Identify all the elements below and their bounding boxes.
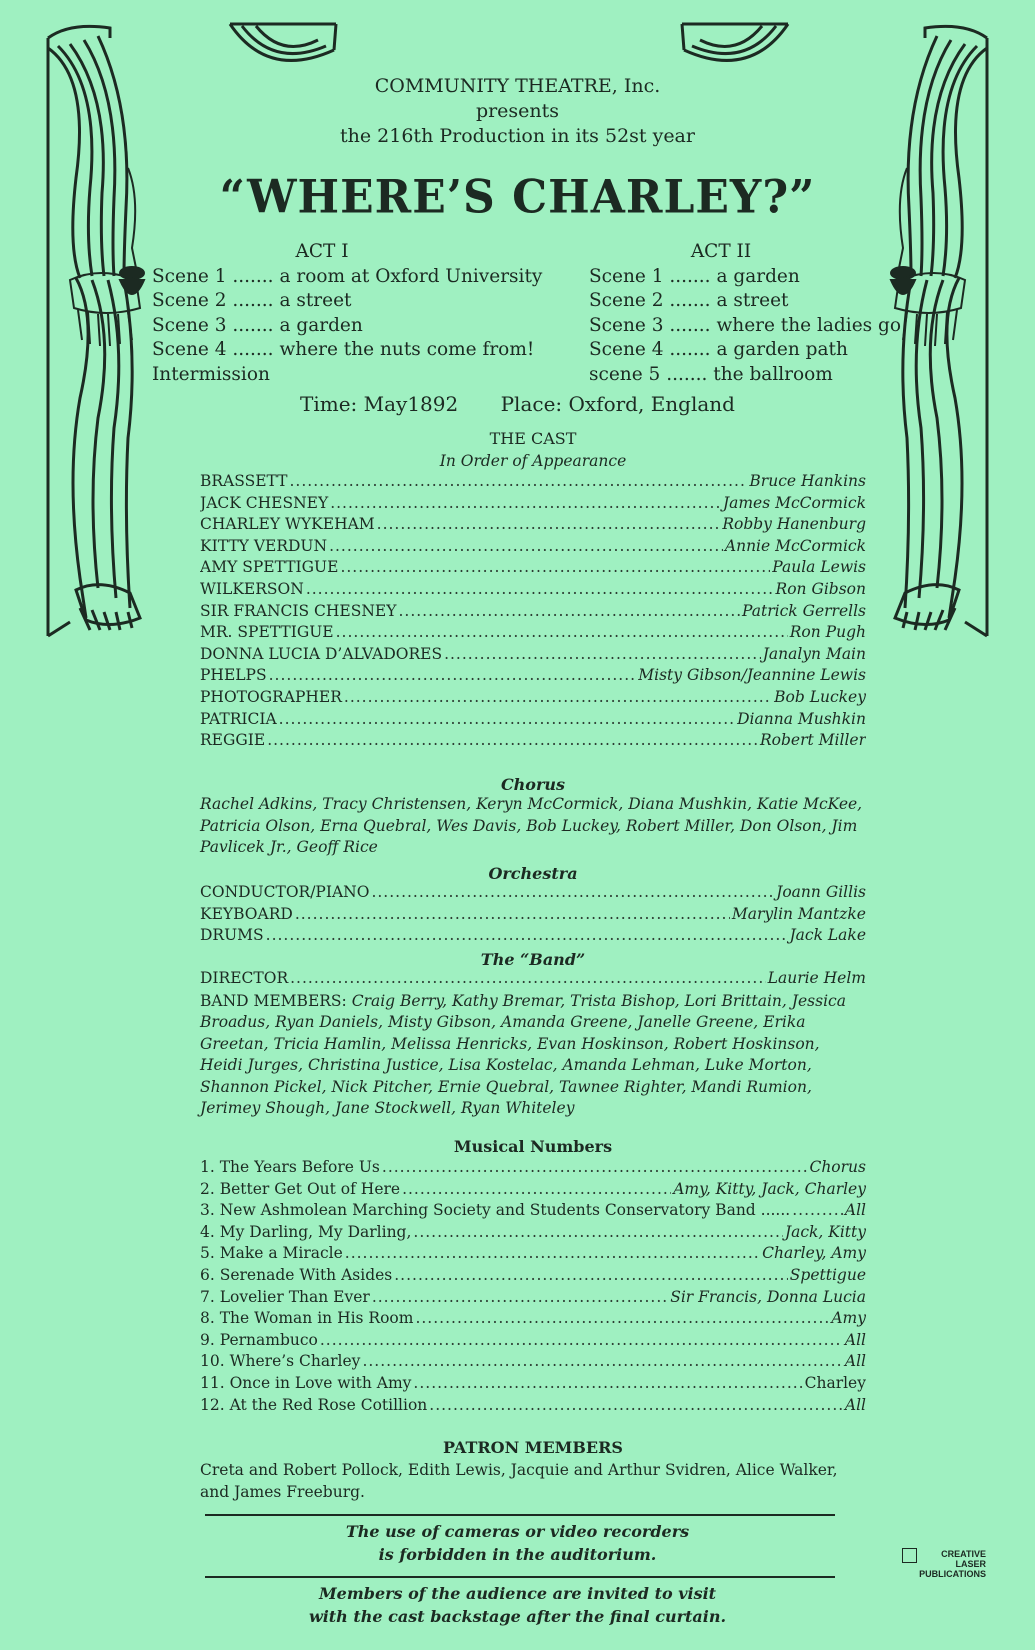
chorus-members: Rachel Adkins, Tracy Christensen, Keryn McCormick, Diana Mushkin, Katie McKee, Patricia Olson, Erna Quebral, Wes Davis, Bob Luckey, Robert Miller, Don Olson, Jim Pavlicek Jr., Geoff Rice	[200, 795, 863, 856]
musical-number-row: 9. Pernambuco ..... All	[200, 1331, 866, 1353]
time-and-place	[0, 392, 1035, 416]
musical-number-row: 7. Lovelier Than Ever ..... Sir Francis, Donna Lucia	[200, 1288, 866, 1310]
patron-names: Creta and Robert Pollock, Edith Lewis, Jacquie and Arthur Svidren, Alice Walker, and James Freeburg.	[200, 1461, 838, 1501]
cast-row: CHARLEY WYKEHAM ..... Robby Hanenburg	[200, 515, 866, 537]
chorus-heading: Chorus	[500, 775, 566, 794]
band-heading: The “Band”	[480, 950, 586, 969]
band-members: BAND MEMBERS: Craig Berry, Kathy Bremar, Trista Bishop, Lori Brittain, Jessica Broadus, Ryan Daniels, Misty Gibson, Amanda Greene, Janelle Greene, Erika Greetan, Tricia Hamlin, Melissa Henricks, Evan Hoskinson, Robert Hoskinson, Heidi Jurges, Christina Justice, Lisa Kostelac, Amanda Lehman, Luke Morton, Shannon Pickel, Nick Pitcher, Ernie Quebral, Tawnee Righter, Mandi Rumion, Jerimey Shough, Jane Stockwell, Ryan Whiteley	[200, 991, 846, 1118]
backstage-notice: Members of the audience are invited to visit with the cast backstage after the final curtain.	[308, 1584, 727, 1626]
act-two-scene: Scene 3 ....... where the ladies go	[589, 314, 901, 336]
musical-number-row: 8. The Woman in His Room ..... Amy	[200, 1309, 866, 1331]
act-one-scene: Scene 4 ....... where the nuts come from!	[152, 339, 535, 360]
act-two-scene: Scene 2 ....... a street	[589, 290, 789, 311]
camera-notice: The use of cameras or video recorders is forbidden in the auditorium.	[345, 1522, 690, 1564]
cast-row: BRASSETT ..... Bruce Hankins	[200, 472, 866, 494]
show-title: “WHERE’S CHARLEY?”	[219, 170, 816, 225]
divider	[205, 1514, 835, 1516]
cast-list	[200, 472, 866, 753]
place-text: Place: Oxford, England	[500, 392, 735, 416]
musical-number-row: 2. Better Get Out of Here ..... Amy, Kitty, Jack, Charley	[200, 1180, 866, 1202]
presents-line: presents	[475, 100, 560, 122]
band-director-row: DIRECTOR ..... Laurie Helm	[200, 969, 866, 991]
cast-row: AMY SPETTIGUE ..... Paula Lewis	[200, 558, 866, 580]
musical-number-row: 5. Make a Miracle ..... Charley, Amy	[200, 1244, 866, 1266]
production-line: the 216th Production in its 52st year	[340, 125, 695, 147]
cast-row: KITTY VERDUN ..... Annie McCormick	[200, 537, 866, 559]
musical-number-row: 1. The Years Before Us ..... Chorus	[200, 1158, 866, 1180]
publisher-logo: CREATIVE LASER PUBLICATIONS	[919, 1549, 986, 1579]
orchestra-row: CONDUCTOR/PIANO ..... Joann Gillis	[200, 883, 866, 905]
act-two-title: ACT II	[690, 241, 752, 262]
patrons-section	[200, 1436, 866, 1503]
cast-section	[200, 428, 866, 753]
divider	[205, 1576, 835, 1578]
cast-row: JACK CHESNEY ..... James McCormick	[200, 494, 866, 516]
cast-subheading: In Order of Appearance	[439, 452, 627, 470]
musical-number-row: 12. At the Red Rose Cotillion ..... All	[200, 1396, 866, 1418]
cast-row: MR. SPETTIGUE ..... Ron Pugh	[200, 623, 866, 645]
orchestra-list	[200, 883, 866, 948]
program-header	[0, 74, 1035, 149]
act-two-scene: Scene 1 ....... a garden	[589, 265, 800, 287]
cast-row: WILKERSON ..... Ron Gibson	[200, 580, 866, 602]
cast-row: REGGIE ..... Robert Miller	[200, 731, 866, 753]
right-swag-illustration	[680, 20, 790, 80]
musical-number-row: 3. New Ashmolean Marching Society and Students Conservatory Band ...... ..... All	[200, 1201, 866, 1223]
orchestra-heading: Orchestra	[488, 864, 578, 883]
orchestra-row: KEYBOARD ..... Marylin Mantzke	[200, 905, 866, 927]
musical-numbers-list	[200, 1158, 866, 1417]
act-two-scene: scene 5 ....... the ballroom	[589, 363, 833, 385]
musical-number-row: 4. My Darling, My Darling, ..... Jack, Kitty	[200, 1223, 866, 1245]
cast-row: PATRICIA ..... Dianna Mushkin	[200, 710, 866, 732]
cast-row: SIR FRANCIS CHESNEY ..... Patrick Gerrells	[200, 602, 866, 624]
time-text: Time: May1892	[300, 392, 459, 416]
cast-row: PHELPS ..... Misty Gibson/Jeannine Lewis	[200, 666, 866, 688]
cast-row: DONNA LUCIA D’ALVADORES ..... Janalyn Main	[200, 645, 866, 667]
band-section	[200, 950, 866, 1120]
orchestra-section	[200, 864, 866, 948]
act-one-scene: Scene 2 ....... a street	[152, 290, 352, 311]
company-name: COMMUNITY THEATRE, Inc.	[374, 75, 661, 97]
left-swag-illustration	[228, 20, 338, 80]
patrons-heading: PATRON MEMBERS	[443, 1438, 623, 1457]
intermission: Intermission	[152, 363, 270, 385]
musical-number-row: 10. Where’s Charley ..... All	[200, 1352, 866, 1374]
musical-number-row: 11. Once in Love with Amy ..... Charley	[200, 1374, 866, 1396]
act-one-scene: Scene 3 ....... a garden	[152, 314, 363, 336]
cast-row: PHOTOGRAPHER ..... Bob Luckey	[200, 688, 866, 710]
act-two-scene: Scene 4 ....... a garden path	[589, 339, 848, 360]
musical-numbers-section	[200, 1135, 866, 1417]
musical-numbers-heading: Musical Numbers	[453, 1137, 613, 1156]
cast-heading: THE CAST	[489, 429, 577, 448]
act-one-scene: Scene 1 ....... a room at Oxford University	[152, 265, 543, 287]
chorus-section	[200, 775, 866, 859]
act-one-title: ACT I	[295, 241, 349, 262]
musical-number-row: 6. Serenade With Asides ..... Spettigue	[200, 1266, 866, 1288]
orchestra-row: DRUMS ..... Jack Lake	[200, 926, 866, 948]
